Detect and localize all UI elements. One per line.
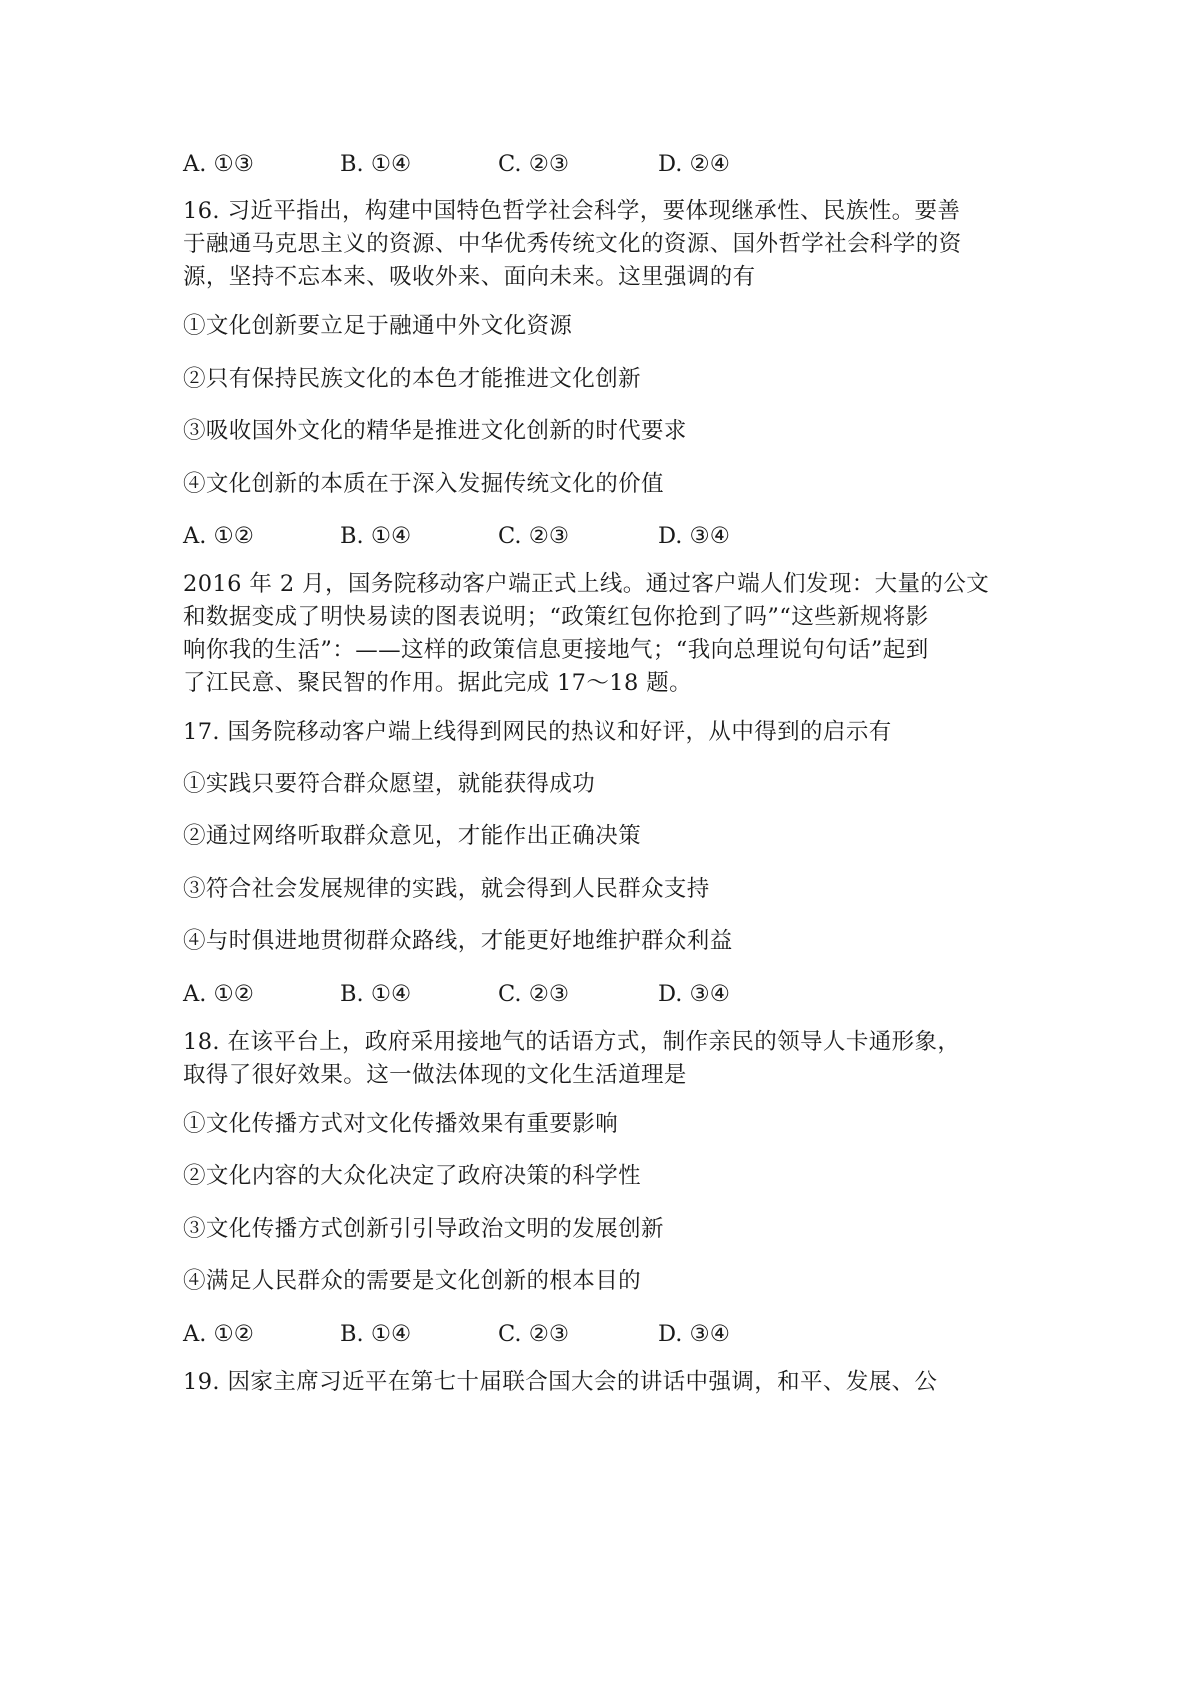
material-line: 和数据变成了明快易读的图表说明；“政策红包你抢到了吗”“这些新规将影: [183, 604, 929, 630]
q17-statement-3: ③符合社会发展规律的实践，就会得到人民群众支持: [183, 876, 710, 902]
q17-option-d: D. ③④: [658, 981, 730, 1007]
q16-option-c: C. ②③: [498, 523, 570, 549]
q17-option-a: A. ①②: [183, 981, 254, 1007]
q16-stem-line: 16. 习近平指出，构建中国特色哲学社会科学，要体现继承性、民族性。要善: [183, 198, 961, 224]
q18-statement-3: ③文化传播方式创新引引导政治文明的发展创新: [183, 1216, 664, 1242]
q18-option-d: D. ③④: [658, 1321, 730, 1347]
q17-statement-2: ②通过网络听取群众意见，才能作出正确决策: [183, 823, 642, 849]
q18-stem-line: 18. 在该平台上，政府采用接地气的话语方式，制作亲民的领导人卡通形象，: [183, 1029, 961, 1055]
q16-option-a: A. ①②: [183, 523, 254, 549]
q16-statement-1: ①文化创新要立足于融通中外文化资源: [183, 313, 573, 339]
q15-option-c: C. ②③: [498, 151, 570, 177]
q16-statement-4: ④文化创新的本质在于深入发掘传统文化的价值: [183, 471, 664, 497]
material-line: 2016 年 2 月，国务院移动客户端正式上线。通过客户端人们发现：大量的公文: [183, 571, 990, 597]
q18-option-b: B. ①④: [340, 1321, 412, 1347]
q16-statement-2: ②只有保持民族文化的本色才能推进文化创新: [183, 366, 642, 392]
q15-option-b: B. ①④: [340, 151, 412, 177]
q18-statement-1: ①文化传播方式对文化传播效果有重要影响: [183, 1111, 619, 1137]
q17-statement-4: ④与时俱进地贯彻群众路线，才能更好地维护群众利益: [183, 928, 733, 954]
q19-stem: 19. 因家主席习近平在第七十届联合国大会的讲话中强调，和平、发展、公: [183, 1369, 938, 1395]
material-line: 响你我的生活”：——这样的政策信息更接地气；“我向总理说句句话”起到: [183, 637, 929, 663]
q18-stem-line: 取得了很好效果。这一做法体现的文化生活道理是: [183, 1062, 687, 1088]
q15-option-a: A. ①③: [183, 151, 254, 177]
q16-statement-3: ③吸收国外文化的精华是推进文化创新的时代要求: [183, 418, 687, 444]
q16-stem-line: 于融通马克思主义的资源、中华优秀传统文化的资源、国外哲学社会科学的资: [183, 231, 962, 257]
q17-statement-1: ①实践只要符合群众愿望，就能获得成功: [183, 771, 596, 797]
q18-statement-4: ④满足人民群众的需要是文化创新的根本目的: [183, 1268, 642, 1294]
q16-stem: [183, 195, 962, 294]
q16-option-d: D. ③④: [658, 523, 730, 549]
q17-option-c: C. ②③: [498, 981, 570, 1007]
q16-stem-line: 源，坚持不忘本来、吸收外来、面向未来。这里强调的有: [183, 264, 756, 290]
q17-option-b: B. ①④: [340, 981, 412, 1007]
q15-option-d: D. ②④: [658, 151, 730, 177]
q18-stem: [183, 1026, 960, 1092]
material-paragraph: [183, 568, 989, 700]
q16-option-b: B. ①④: [340, 523, 412, 549]
q18-option-c: C. ②③: [498, 1321, 570, 1347]
material-line: 了江民意、聚民智的作用。据此完成 17～18 题。: [183, 670, 693, 696]
q18-option-a: A. ①②: [183, 1321, 254, 1347]
q18-statement-2: ②文化内容的大众化决定了政府决策的科学性: [183, 1163, 642, 1189]
q17-stem: 17. 国务院移动客户端上线得到网民的热议和好评，从中得到的启示有: [183, 719, 892, 745]
